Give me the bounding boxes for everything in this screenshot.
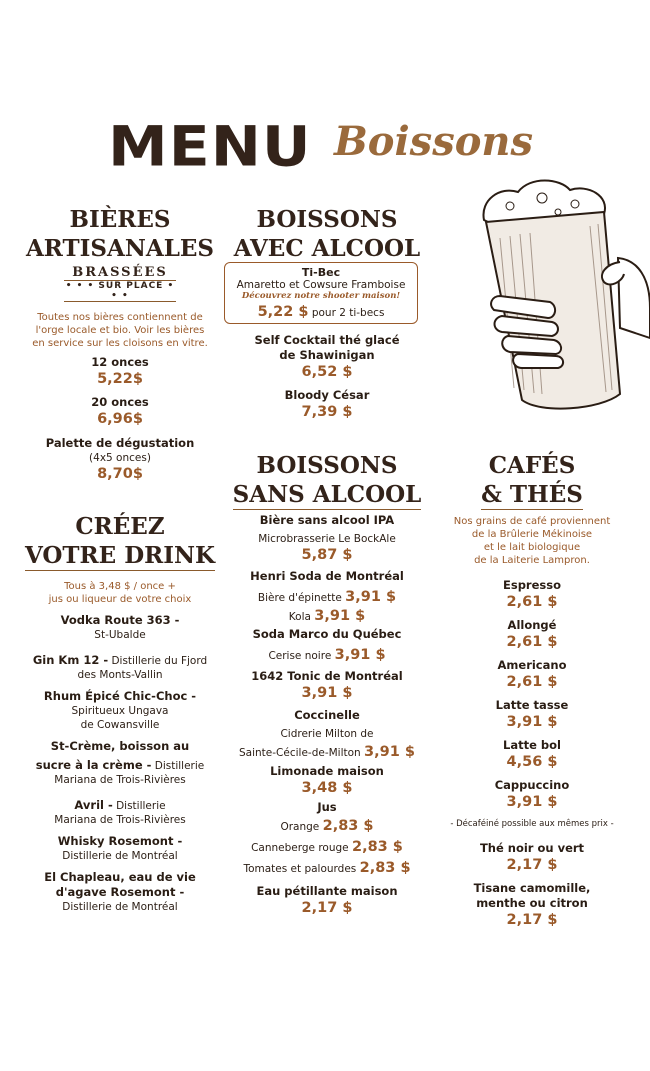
drink-name: Eau pétillante maison bbox=[256, 884, 398, 898]
tibec-box bbox=[224, 262, 418, 324]
spirit-origin: Distillerie de Montréal bbox=[62, 850, 178, 862]
spirit-name: d'agave Rosemont - bbox=[55, 885, 185, 899]
cafes-items bbox=[440, 578, 624, 930]
spirit-origin: de Cowansville bbox=[80, 719, 160, 731]
bieres-title-line2: ARTISANALES bbox=[25, 235, 215, 262]
decaf-note: - Décaféiné possible aux mêmes prix - bbox=[450, 819, 614, 829]
spirit-origin: Distillerie du Fjord bbox=[108, 655, 208, 667]
avec-title-line2: AVEC ALCOOL bbox=[233, 235, 421, 262]
tea-name: Tisane camomille, bbox=[473, 881, 591, 895]
coffee-price: 2,61 $ bbox=[506, 634, 558, 650]
spirit-origin: Mariana de Trois-Rivières bbox=[54, 814, 186, 826]
drink-price: 3,91 $ bbox=[345, 589, 397, 605]
list-item bbox=[14, 794, 226, 827]
cocktail-price: 6,52 $ bbox=[301, 364, 353, 380]
bieres-desc-line: Toutes nos bières contiennent de bbox=[37, 312, 203, 323]
cocktail-name: de Shawinigan bbox=[279, 348, 375, 362]
menu-subtitle-script: Boissons bbox=[334, 118, 534, 165]
drink-sub: Canneberge rouge bbox=[251, 842, 352, 854]
spirit-name: Whisky Rosemont - bbox=[57, 834, 183, 848]
bieres-desc-line: en service sur les cloisons en vitre. bbox=[32, 338, 208, 349]
list-item bbox=[14, 689, 226, 732]
coffee-name: Cappuccino bbox=[494, 778, 570, 792]
drink-name: 1642 Tonic de Montréal bbox=[251, 669, 403, 683]
cafes-title-line1: CAFÉS bbox=[488, 452, 576, 479]
spirit-name: St-Crème, boisson au bbox=[50, 739, 190, 753]
brassees-badge: BRASSÉES bbox=[72, 265, 168, 280]
tibec-price-suffix: pour 2 ti-becs bbox=[308, 307, 385, 319]
coffee-price: 3,91 $ bbox=[506, 794, 558, 810]
drink-sub: Microbrasserie Le BockAle bbox=[258, 533, 396, 545]
cafes-section bbox=[440, 451, 624, 510]
spirit-origin: Distillerie bbox=[151, 760, 205, 772]
list-item bbox=[14, 834, 226, 863]
creez-section bbox=[20, 512, 220, 606]
drink-name: Bière sans alcool IPA bbox=[259, 513, 395, 527]
beer-price-12oz: 5,22$ bbox=[97, 371, 143, 387]
tea-name: Thé noir ou vert bbox=[479, 841, 585, 855]
drink-price: 2,83 $ bbox=[359, 860, 411, 876]
coffee-price: 3,91 $ bbox=[506, 714, 558, 730]
list-item bbox=[14, 649, 226, 682]
beer-palette-sub: (4x5 onces) bbox=[89, 452, 151, 464]
spirit-origin: Distillerie de Montréal bbox=[62, 901, 178, 913]
cocktail-name: Bloody César bbox=[284, 388, 370, 402]
coffee-name: Latte tasse bbox=[495, 698, 569, 712]
cafes-desc-line: Nos grains de café proviennent bbox=[453, 516, 611, 527]
coffee-name: Allongé bbox=[507, 618, 557, 632]
drink-price: 3,91 $ bbox=[301, 685, 353, 701]
drink-price: 3,48 $ bbox=[301, 780, 353, 796]
avec-title-line1: BOISSONS bbox=[256, 206, 398, 233]
bieres-desc-line: l'orge locale et bio. Voir les bières bbox=[35, 325, 205, 336]
sans-items bbox=[218, 513, 436, 918]
cafes-title-line2: & THÉS bbox=[481, 481, 583, 508]
drink-sub: Tomates et palourdes bbox=[243, 863, 360, 875]
drink-price: 5,87 $ bbox=[301, 547, 353, 563]
drink-price: 3,91 $ bbox=[334, 647, 386, 663]
beer-price-palette: 8,70$ bbox=[97, 466, 143, 482]
sans-title-line1: BOISSONS bbox=[256, 452, 398, 479]
creez-desc-line: jus ou liqueur de votre choix bbox=[48, 594, 192, 605]
spirit-name: El Chapleau, eau de vie bbox=[44, 870, 196, 884]
spirit-origin: des Monts-Vallin bbox=[77, 669, 163, 681]
tea-price: 2,17 $ bbox=[506, 857, 558, 873]
drink-sub: Bière d'épinette bbox=[257, 592, 346, 604]
cocktail-name: Self Cocktail thé glacé bbox=[254, 333, 400, 347]
menu-title: MENU bbox=[108, 114, 312, 180]
coffee-name: Latte bol bbox=[503, 738, 561, 752]
list-item bbox=[14, 870, 226, 914]
beer-glass-hand-icon bbox=[470, 178, 650, 418]
coffee-name: Americano bbox=[497, 658, 567, 672]
sans-section bbox=[222, 451, 432, 510]
drink-sub: Sainte-Cécile-de-Milton bbox=[239, 747, 365, 759]
spirit-name: Avril - bbox=[74, 798, 113, 812]
drink-name: Coccinelle bbox=[294, 708, 360, 722]
drink-name: Soda Marco du Québec bbox=[252, 627, 402, 641]
cafes-desc-line: de la Laiterie Lampron. bbox=[474, 555, 590, 566]
drink-sub: Cerise noire bbox=[268, 650, 335, 662]
tibec-sub: Amaretto et Cowsure Framboise bbox=[236, 279, 406, 291]
spirit-name: Rhum Épicé Chic-Choc - bbox=[43, 689, 197, 703]
sans-title-line2: SANS ALCOOL bbox=[232, 481, 422, 508]
tea-name: menthe ou citron bbox=[476, 896, 588, 910]
creez-title-line2: VOTRE DRINK bbox=[24, 542, 216, 569]
bieres-items bbox=[20, 355, 220, 484]
creez-desc-line: Tous à 3,48 $ / once + bbox=[64, 581, 176, 592]
tibec-note: Découvrez notre shooter maison! bbox=[241, 291, 401, 301]
bieres-section bbox=[20, 205, 220, 302]
drink-price: 2,83 $ bbox=[351, 839, 403, 855]
cafes-desc-line: de la Brûlerie Mékinoise bbox=[471, 529, 593, 540]
creez-items bbox=[14, 613, 226, 914]
spirit-origin: St-Ubalde bbox=[94, 629, 146, 641]
cafes-desc-line: et le lait biologique bbox=[483, 542, 581, 553]
drink-price: 3,91 $ bbox=[314, 608, 366, 624]
spirit-origin: Spiritueux Ungava bbox=[71, 705, 169, 717]
coffee-price: 2,61 $ bbox=[506, 674, 558, 690]
cocktail-price: 7,39 $ bbox=[301, 404, 353, 420]
coffee-price: 2,61 $ bbox=[506, 594, 558, 610]
list-item bbox=[14, 739, 226, 787]
spirit-origin: Mariana de Trois-Rivières bbox=[54, 774, 186, 786]
spirit-name: Vodka Route 363 - bbox=[60, 613, 180, 627]
spirit-name: Gin Km 12 - bbox=[32, 653, 109, 667]
drink-sub: Kola bbox=[288, 611, 315, 623]
tibec-title: Ti-Bec bbox=[301, 266, 341, 279]
drink-price: 2,17 $ bbox=[301, 900, 353, 916]
beer-price-20oz: 6,96$ bbox=[97, 411, 143, 427]
beer-size-12oz: 12 onces bbox=[91, 355, 149, 369]
drink-name: Henri Soda de Montréal bbox=[250, 569, 404, 583]
spirit-origin: Distillerie bbox=[112, 800, 166, 812]
beer-size-20oz: 20 onces bbox=[91, 395, 149, 409]
sur-place-badge: • • • SUR PLACE • • • bbox=[65, 281, 175, 301]
avec-section bbox=[222, 205, 432, 263]
drink-price: 2,83 $ bbox=[322, 818, 374, 834]
bieres-description bbox=[12, 311, 228, 350]
tea-price: 2,17 $ bbox=[506, 912, 558, 928]
coffee-name: Espresso bbox=[503, 578, 561, 592]
beer-palette: Palette de dégustation bbox=[45, 436, 195, 450]
bieres-title-line1: BIÈRES bbox=[69, 206, 171, 233]
drink-sub: Cidrerie Milton de bbox=[280, 728, 374, 740]
drink-name: Limonade maison bbox=[270, 764, 384, 778]
drink-sub: Orange bbox=[280, 821, 323, 833]
list-item bbox=[14, 613, 226, 642]
creez-title-line1: CRÉEZ bbox=[75, 513, 165, 540]
tibec-price: 5,22 $ bbox=[257, 304, 309, 320]
coffee-price: 4,56 $ bbox=[506, 754, 558, 770]
spirit-name: sucre à la crème - bbox=[35, 758, 152, 772]
drink-name: Jus bbox=[317, 800, 337, 814]
cafes-description bbox=[436, 515, 628, 567]
avec-items bbox=[222, 333, 432, 422]
drink-price: 3,91 $ bbox=[364, 744, 415, 760]
